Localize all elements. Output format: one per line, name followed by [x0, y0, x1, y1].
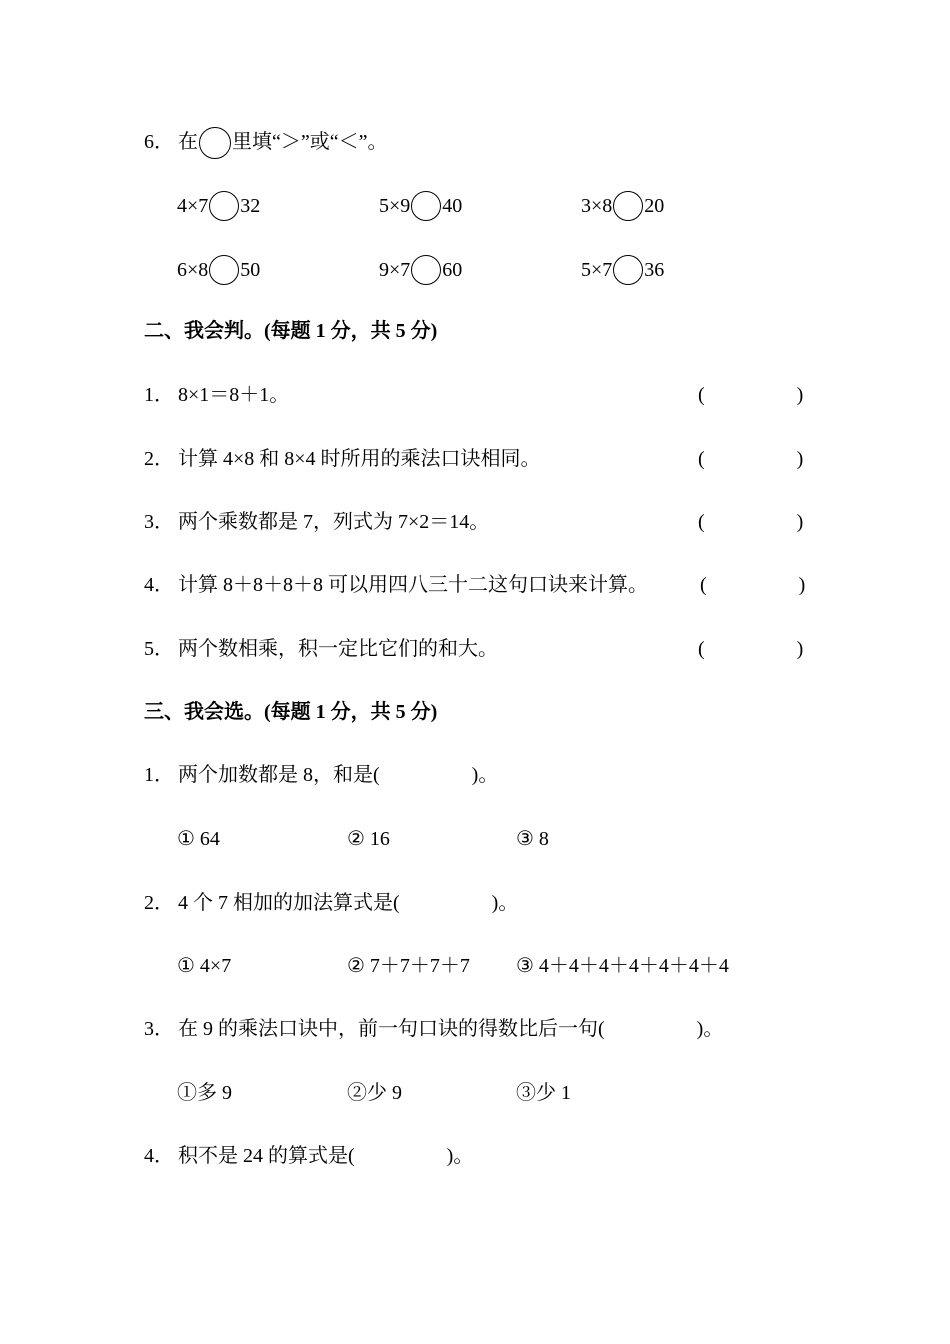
- expr-left: 9×7: [379, 259, 411, 281]
- question-text-end: )。: [696, 1018, 724, 1040]
- judge-item: [144, 636, 498, 662]
- item-text: 两个乘数都是 7，列式为 7×2＝14。: [178, 511, 490, 533]
- judge-item: [144, 509, 489, 535]
- expr-right: 40: [442, 195, 463, 217]
- question-text: 4 个 7 相加的加法算式是(: [178, 892, 400, 914]
- item-number: 4．: [144, 574, 174, 596]
- expr-left: 4×7: [177, 195, 209, 217]
- answer-paren[interactable]: ( ): [698, 511, 804, 533]
- choice-question: [144, 1016, 723, 1042]
- item-text: 计算 4×8 和 8×4 时所用的乘法口诀相同。: [178, 448, 541, 470]
- comparison-item: [581, 255, 664, 285]
- q6-prompt: [144, 127, 388, 159]
- option-3: ③ 8: [516, 828, 549, 850]
- q6-text-before: 在: [178, 131, 198, 153]
- circle-icon: [199, 127, 231, 159]
- item-number: 3．: [144, 511, 174, 533]
- answer-paren[interactable]: ( ): [698, 384, 804, 406]
- answer-paren[interactable]: ( ): [700, 574, 806, 596]
- judge-item: [144, 572, 648, 598]
- answer-circle[interactable]: [411, 255, 441, 285]
- option-3: ③少 1: [516, 1082, 571, 1104]
- answer-circle[interactable]: [209, 191, 239, 221]
- answer-paren[interactable]: ( ): [698, 448, 804, 470]
- question-text: 积不是 24 的算式是(: [178, 1145, 355, 1167]
- expr-left: 5×9: [379, 195, 411, 217]
- question-number: 1．: [144, 764, 174, 786]
- option-1: ① 64: [177, 828, 220, 850]
- item-number: 2．: [144, 448, 174, 470]
- question-number: 3．: [144, 1018, 174, 1040]
- question-text: 在 9 的乘法口诀中，前一句口诀的得数比后一句(: [178, 1018, 605, 1040]
- expr-right: 36: [644, 259, 665, 281]
- answer-paren[interactable]: ( ): [698, 638, 804, 660]
- choice-question: [144, 762, 498, 788]
- expr-right: 60: [442, 259, 463, 281]
- item-number: 5．: [144, 638, 174, 660]
- answer-circle[interactable]: [613, 255, 643, 285]
- expr-left: 5×7: [581, 259, 613, 281]
- question-text-end: )。: [471, 764, 499, 786]
- item-text: 两个数相乘，积一定比它们的和大。: [178, 638, 498, 660]
- question-number: 4．: [144, 1145, 174, 1167]
- expr-left: 3×8: [581, 195, 613, 217]
- question-text-end: )。: [446, 1145, 474, 1167]
- answer-circle[interactable]: [411, 191, 441, 221]
- comparison-item: [177, 255, 260, 285]
- judge-item: [144, 446, 541, 472]
- expr-left: 6×8: [177, 259, 209, 281]
- question-text-end: )。: [491, 892, 519, 914]
- option-2: ② 16: [347, 828, 390, 850]
- question-text: 两个加数都是 8，和是(: [178, 764, 380, 786]
- question-number: 2．: [144, 892, 174, 914]
- q6-text-after: 里填“＞”或“＜”。: [232, 131, 388, 153]
- section3-title: 三、我会选。(每题 1 分，共 5 分): [144, 701, 438, 723]
- option-2: ②少 9: [347, 1082, 402, 1104]
- item-number: 1．: [144, 384, 174, 406]
- option-2: ② 7＋7＋7＋7: [347, 955, 470, 977]
- comparison-item: [177, 191, 260, 221]
- comparison-item: [581, 191, 664, 221]
- choice-question: [144, 890, 518, 916]
- section2-title: 二、我会判。(每题 1 分，共 5 分): [144, 320, 438, 342]
- item-text: 8×1＝8＋1。: [178, 384, 290, 406]
- q6-number: 6．: [144, 131, 174, 153]
- choice-question: [144, 1143, 473, 1169]
- judge-item: [144, 382, 289, 408]
- expr-right: 20: [644, 195, 665, 217]
- comparison-item: [379, 191, 462, 221]
- option-1: ① 4×7: [177, 955, 232, 977]
- option-1: ①多 9: [177, 1082, 232, 1104]
- expr-right: 50: [240, 259, 261, 281]
- expr-right: 32: [240, 195, 261, 217]
- item-text: 计算 8＋8＋8＋8 可以用四八三十二这句口诀来计算。: [178, 574, 648, 596]
- answer-circle[interactable]: [209, 255, 239, 285]
- option-3: ③ 4＋4＋4＋4＋4＋4＋4: [516, 955, 729, 977]
- answer-circle[interactable]: [613, 191, 643, 221]
- comparison-item: [379, 255, 462, 285]
